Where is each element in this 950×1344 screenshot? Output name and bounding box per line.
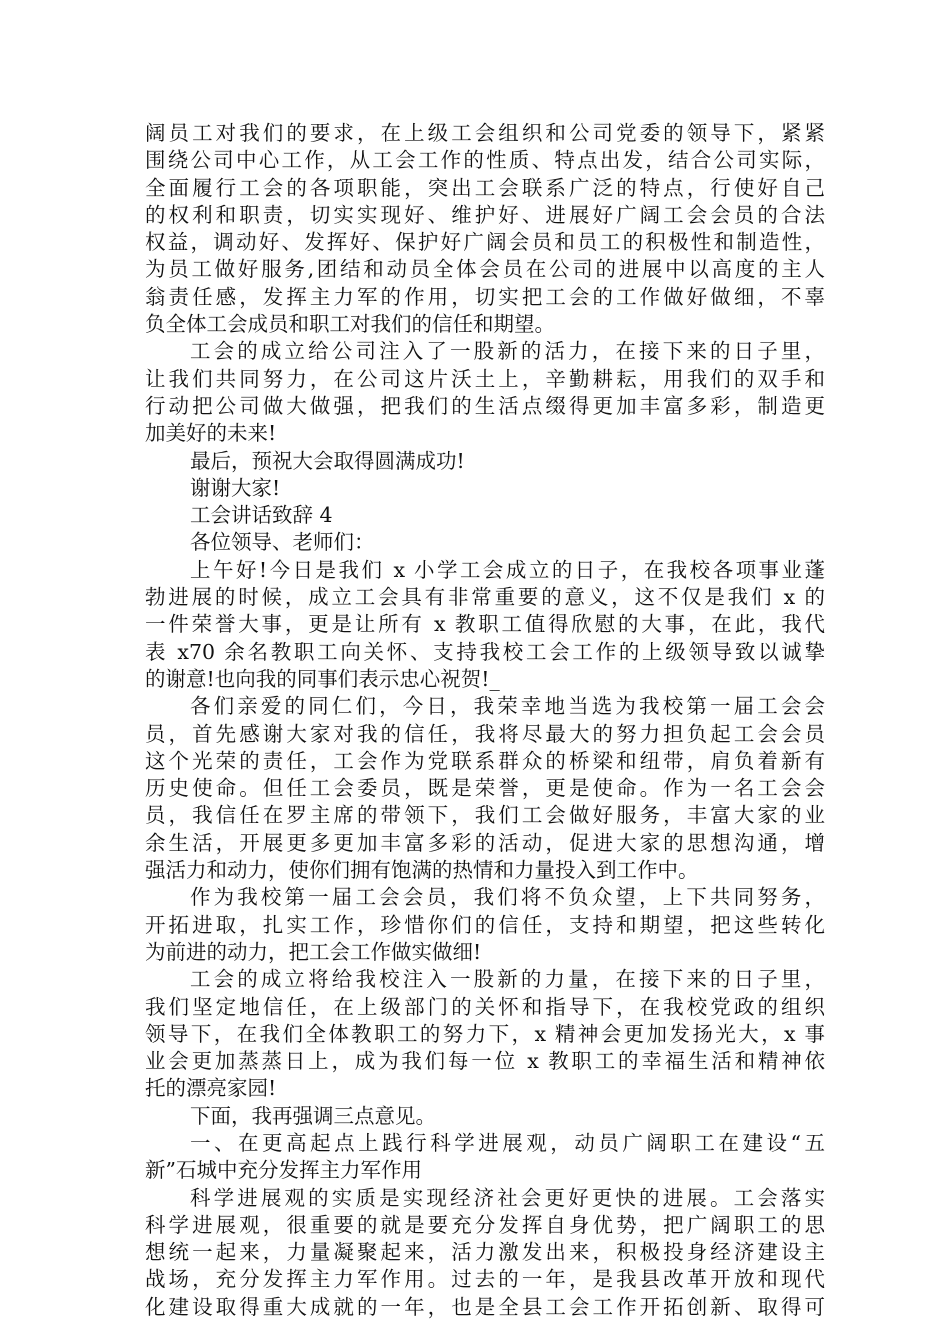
text-line: 的谢意!也向我的同事们表示忠心祝贺!_	[145, 666, 500, 691]
paragraph-first-line: 科学进展观的实质是实现经济社会更好更快的进展。工会落实	[190, 1185, 825, 1210]
text-line: 战场，充分发挥主力军作用。过去的一年，是我县改革开放和现代	[145, 1267, 825, 1292]
document-page	[145, 120, 825, 1321]
text-line: 表 x70 余名教职工向关怀、支持我校工会工作的上级领导致以诚挚	[145, 639, 825, 664]
text-line: 负全体工会成员和职工对我们的信任和期望。	[145, 312, 555, 337]
paragraph-first-line: 作为我校第一届工会会员，我们将不负众望，上下共同努务，	[190, 885, 825, 910]
paragraph-first-line: 工会的成立给公司注入了一股新的活力，在接下来的日子里，	[190, 339, 825, 364]
section-title: 工会讲话致辞 4	[190, 503, 333, 528]
paragraph-first-line: 上午好!今日是我们 x 小学工会成立的日子，在我校各项事业蓬	[190, 557, 825, 582]
text-line: 一件荣誉大事，更是让所有 x 教职工值得欣慰的大事，在此，我代	[145, 612, 825, 637]
text-line: 为前进的动力，把工会工作做实做细!	[145, 939, 482, 964]
salutation-line: 各位领导、老师们：	[190, 530, 375, 555]
text-line: 我们坚定地信任，在上级部门的关怀和指导下，在我校党政的组织	[145, 994, 825, 1019]
text-line: 领导下，在我们全体教职工的努力下，x 精神会更加发扬光大，x 事	[145, 1021, 825, 1046]
paragraph-first-line: 各们亲爱的同仁们，今日，我荣幸地当选为我校第一届工会会	[190, 694, 825, 719]
text-line: 开拓进取，扎实工作，珍惜你们的信任，支持和期望，把这些转化	[145, 912, 825, 937]
paragraph-first-line: 工会的成立将给我校注入一股新的力量，在接下来的日子里，	[190, 967, 825, 992]
text-line: 阔员工对我们的要求，在上级工会组织和公司党委的领导下，紧紧	[145, 121, 825, 145]
text-line: 这个光荣的责任，工会作为党联系群众的桥梁和纽带，肩负着新有	[145, 748, 825, 773]
text-line: 员，首先感谢大家对我的信任，我将尽最大的努力担负起工会会员	[145, 721, 825, 746]
heading-line: 一、在更高起点上践行科学进展观，动员广阔职工在建设“五	[190, 1130, 825, 1155]
text-line: 员，我信任在罗主席的带领下，我们工会做好服务，丰富大家的业	[145, 803, 825, 828]
text-line: 围绕公司中心工作，从工会工作的性质、特点出发，结合公司实际，	[145, 148, 825, 173]
text-line: 全面履行工会的各项职能，突出工会联系广泛的特点，行使好自己	[145, 175, 825, 200]
text-line: 托的漂亮家园!	[145, 1076, 277, 1101]
paragraph-first-line: 下面，我再强调三点意见。	[190, 1103, 436, 1128]
text-line: 强活力和动力，使你们拥有饱满的热情和力量投入到工作中。	[145, 858, 699, 883]
heading-line: 新”石城中充分发挥主力军作用	[145, 1158, 422, 1183]
text-line: 的权利和职责，切实实现好、维护好、进展好广阔工会会员的合法	[145, 202, 825, 227]
text-line: 让我们共同努力，在公司这片沃土上，辛勤耕耘，用我们的双手和	[145, 366, 825, 391]
text-line: 想统一起来，力量凝聚起来，活力激发出来，积极投身经济建设主	[145, 1240, 825, 1265]
thanks-line: 谢谢大家!	[190, 475, 281, 500]
text-line: 余生活，开展更多更加丰富多彩的活动，促进大家的思想沟通，增	[145, 830, 825, 855]
text-line: 业会更加蒸蒸日上，成为我们每一位 x 教职工的幸福生活和精神依	[145, 1049, 825, 1074]
text-line: 为员工做好服务,团结和动员全体会员在公司的进展中以高度的主人	[145, 257, 825, 282]
text-line: 翁责任感，发挥主力军的作用，切实把工会的工作做好做细，不辜	[145, 284, 825, 309]
text-line: 加美好的未来!	[145, 421, 277, 446]
closing-line: 最后，预祝大会取得圆满成功!	[190, 448, 465, 473]
text-line: 科学进展观，很重要的就是要充分发挥自身优势，把广阔职工的思	[145, 1212, 825, 1237]
text-line: 权益，调动好、发挥好、保护好广阔会员和员工的积极性和制造性，	[145, 230, 825, 255]
text-line: 行动把公司做大做强，把我们的生活点缀得更加丰富多彩，制造更	[145, 393, 825, 418]
text-line: 勃进展的时候，成立工会具有非常重要的意义，这不仅是我们 x 的	[145, 585, 825, 610]
text-line: 历史使命。但任工会委员，既是荣誉，更是使命。作为一名工会会	[145, 776, 825, 801]
text-line: 化建设取得重大成就的一年，也是全县工会工作开拓创新、取得可	[145, 1294, 825, 1319]
